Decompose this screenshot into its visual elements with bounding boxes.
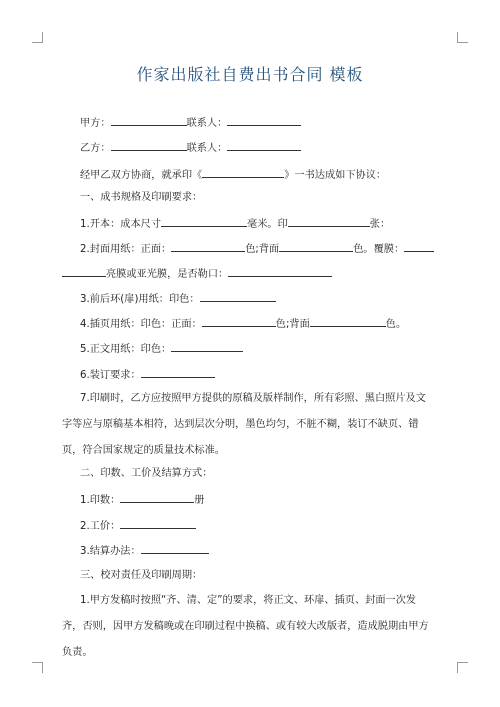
crop-mark-top-left: [32, 32, 43, 43]
book-title-blank[interactable]: [202, 167, 284, 178]
intro-line: [80, 167, 440, 183]
section3-item1: 1.甲方发稿时按照“齐、清、定”的要求，将正文、环扉、插页、封面一次发齐，否则，因甲方发稿晚或在印刷过程中换稿、或有较大改版者，造成脱期由甲方负责。: [62, 595, 429, 658]
size-blank[interactable]: [161, 216, 247, 227]
settlement-blank[interactable]: [141, 543, 209, 554]
s2-item3-text: 3.结算办法：: [80, 546, 141, 557]
cover-back-blank[interactable]: [279, 241, 353, 252]
intro-pre: 经甲乙双方协商，就承印《: [80, 170, 203, 181]
party-a-contact-label: 联系人：: [186, 118, 228, 129]
laminate-blank-cont[interactable]: [62, 266, 106, 277]
section3-heading: 三、校对责任及印刷周期：: [80, 570, 203, 581]
party-b-contact-blank[interactable]: [227, 140, 301, 151]
section1-item4: [80, 316, 440, 332]
crop-mark-bottom-right: [457, 662, 468, 673]
party-b-blank[interactable]: [111, 140, 187, 151]
cover-front-blank[interactable]: [171, 241, 245, 252]
insert-front-blank[interactable]: [202, 316, 276, 327]
party-b-line: [80, 140, 440, 156]
party-b-contact-label: 联系人：: [186, 143, 228, 154]
intro-post: 》一书达成如下协议：: [284, 170, 387, 181]
party-a-contact-blank[interactable]: [227, 115, 301, 126]
item2-text-c: 色。覆膜：: [353, 244, 405, 255]
item1-text-c: 张：: [369, 219, 391, 230]
crop-mark-bottom-left: [32, 662, 43, 673]
party-a-line: [80, 115, 440, 131]
s2-item1-text-a: 1.印数：: [80, 495, 121, 506]
section1-item7: 7.印刷时，乙方应按照甲方提供的原稿及版样制作，所有彩照、黑白照片及文字等应与原稿基本相符，达到层次分明，墨色均匀，不脏不糊，装订不缺页、错页，符合国家规定的质量技术标准。: [62, 393, 426, 456]
sheets-blank[interactable]: [288, 216, 370, 227]
section1-item3: [80, 291, 440, 307]
section1-item1: [80, 216, 440, 232]
crop-mark-top-right: [457, 32, 468, 43]
section2-item2: [80, 518, 440, 534]
body-paper-blank[interactable]: [171, 341, 243, 352]
print-quantity-blank[interactable]: [120, 492, 194, 503]
section2-heading: 二、印数、工价及结算方式：: [80, 468, 213, 479]
item4-text-a: 4.插页用纸：印色：正面：: [80, 319, 202, 330]
item4-text-b: 色;背面: [275, 319, 310, 330]
item6-text: 6.装订要求：: [80, 370, 141, 381]
section1-heading: 一、成书规格及印刷要求：: [80, 192, 203, 203]
s2-item1-text-b: 册: [194, 495, 205, 506]
item2-text-d: 亮膜或亚光膜，是否勒口：: [106, 269, 229, 280]
insert-back-blank[interactable]: [310, 316, 386, 327]
flap-blank[interactable]: [228, 266, 332, 277]
laminate-blank[interactable]: [404, 241, 434, 252]
party-a-label: 甲方：: [80, 118, 111, 129]
item2-text-a: 2.封面用纸：正面：: [80, 244, 172, 255]
section1-item2: [80, 241, 440, 257]
price-blank[interactable]: [120, 518, 196, 529]
item1-text-a: 1.开本：成本尺寸: [80, 219, 162, 230]
page-title: 作家出版社自费出书合同 模板: [136, 65, 364, 84]
s2-item2-text: 2.工价：: [80, 521, 121, 532]
section2-item3: [80, 543, 440, 559]
party-a-blank[interactable]: [111, 115, 187, 126]
section1-item5: [80, 341, 440, 357]
endpaper-blank[interactable]: [200, 291, 276, 302]
section1-item6: [80, 367, 440, 383]
item2-text-b: 色;背面: [245, 244, 280, 255]
section2-item1: [80, 492, 440, 508]
section1-item2-cont: [62, 266, 422, 282]
party-b-label: 乙方：: [80, 143, 111, 154]
item4-text-c: 色。: [385, 319, 407, 330]
item3-text: 3.前后环(扉)用纸：印色：: [80, 294, 200, 305]
item5-text: 5.正文用纸：印色：: [80, 344, 172, 355]
binding-blank[interactable]: [141, 367, 215, 378]
item1-text-b: 毫米。印: [247, 219, 288, 230]
